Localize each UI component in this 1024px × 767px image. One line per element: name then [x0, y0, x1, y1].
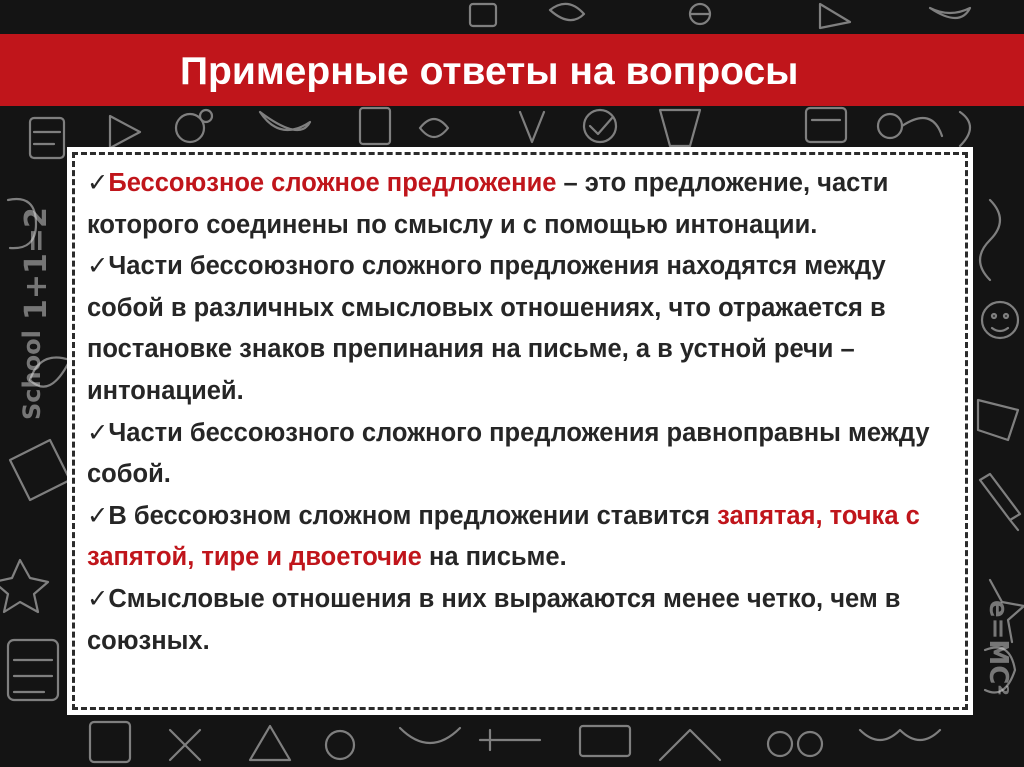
doodle-text-formula: e=MC²: [983, 600, 1013, 696]
punctuation-highlight: запятая, точка с запятой, тире и двоеточие: [87, 501, 920, 572]
answer-item: [87, 413, 957, 496]
answer-text: Смысловые отношения в них выражаются менее четко, чем в союзных.: [87, 584, 901, 655]
check-icon: ✓: [87, 169, 109, 197]
answer-item: [87, 246, 957, 412]
answer-text: Части бессоюзного сложного предложения находятся между собой в различных смысловых отношениях, что отражается в постановке знаков препинания на письме, а в устной речи – интонацией.: [87, 252, 886, 405]
check-icon: ✓: [87, 501, 109, 530]
answers-card: [72, 152, 968, 710]
term-highlight: Бессоюзное сложное предложение: [108, 169, 557, 197]
title-banner: [0, 34, 1024, 106]
doodle-text-school: School: [18, 330, 46, 420]
check-icon: ✓: [87, 584, 109, 613]
answers-list: [87, 163, 957, 662]
slide-title: Примерные ответы на вопросы: [180, 50, 799, 93]
answer-text: на письме.: [421, 543, 567, 572]
doodle-text-equation: 1+1=2: [19, 207, 54, 320]
answer-text: – это предложение, части которого соединены по смыслу и с помощью интонации.: [87, 169, 889, 239]
answer-item: [87, 579, 957, 662]
answer-item: [87, 163, 957, 246]
answer-item: [87, 496, 957, 579]
check-icon: ✓: [87, 252, 109, 281]
answer-text: В бессоюзном сложном предложении ставится: [108, 501, 718, 530]
check-icon: ✓: [87, 418, 109, 447]
answer-text: Части бессоюзного сложного предложения равноправны между собой.: [87, 418, 930, 489]
